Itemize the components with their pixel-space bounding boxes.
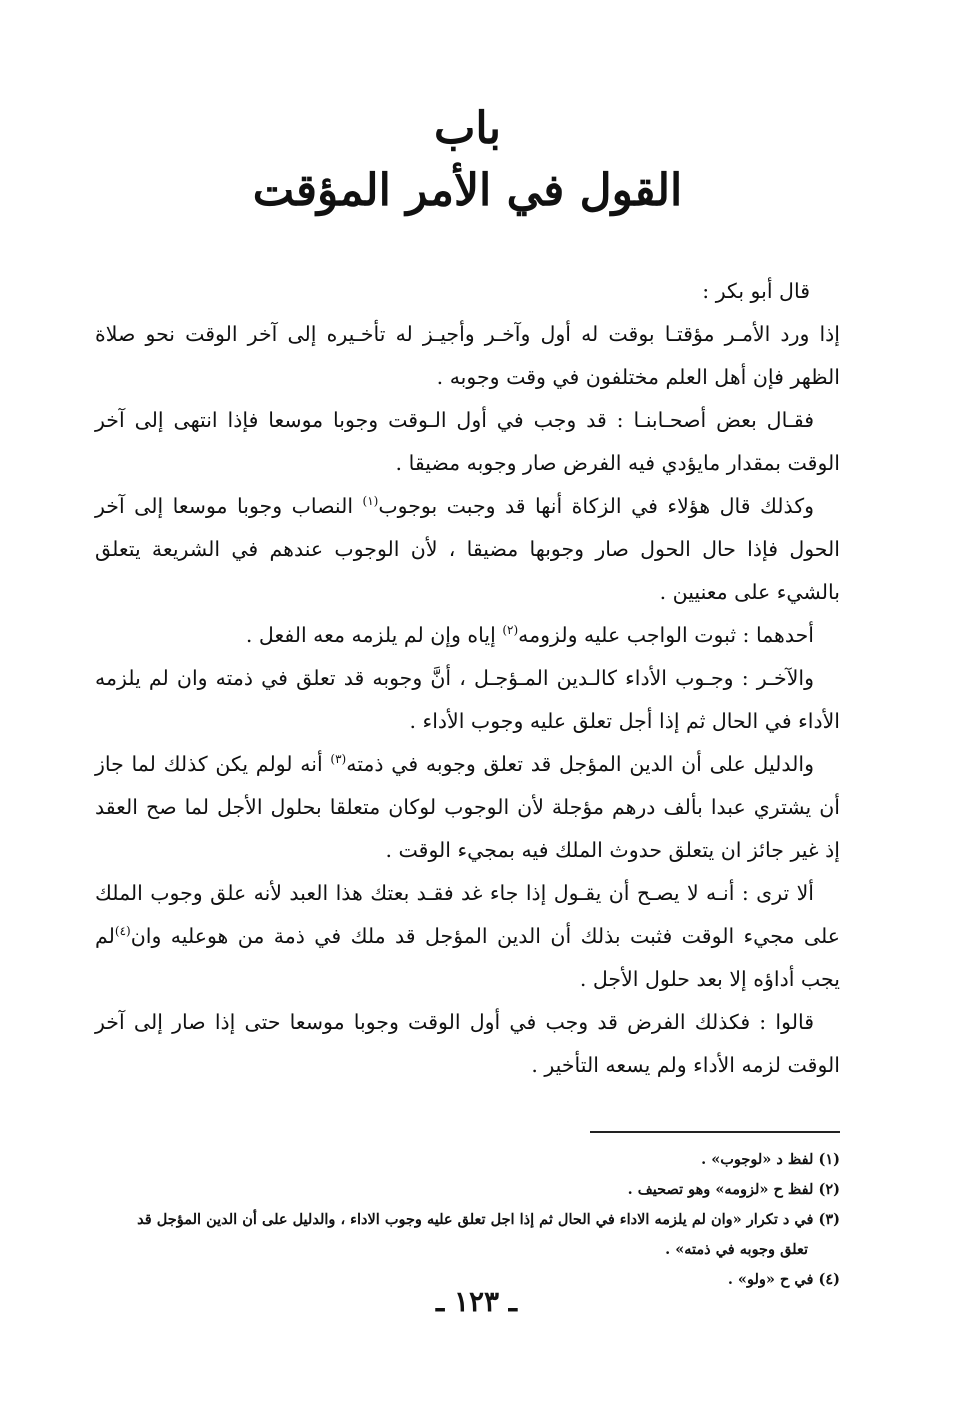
paragraph-text: والدليل على أن الدين المؤجل قد تعلق وجوبه في ذمته (346, 752, 814, 776)
paragraph-text: أنه لولم يكن كذلك لما جاز أن يشتري عبدا بألف درهم مؤجلة لأن الوجوب لوكان متعلقا بحلول الأجل لما صح العقد إذ غير جائز ان يتعلق حدوث الملك فيه بمجيء الوقت . (95, 752, 840, 862)
footnote: (٣) في د تكرار «وان لم يلزمه الاداء في الحال ثم إذا اجل تعلق عليه وجوب الاداء ، والدليل على أن الدين المؤجل قد (137, 1211, 840, 1228)
paragraph (95, 743, 840, 872)
footnote-ref: (٣) (330, 752, 347, 767)
paragraph: قالوا : فكذلك الفرض قد وجب في أول الوقت وجوبا موسعا حتى إذا صار إلى آخر الوقت لزمه الأداء ولم يسعه التأخير . (95, 1010, 840, 1077)
paragraph (95, 872, 840, 1001)
paragraph (95, 485, 840, 614)
paragraph: والآخـر : وجـوب الأداء كالـدين المـؤجـل ، أنَّ وجوبه قد تعلق في ذمته وان لم يلزمه الأداء في الحال ثم إذا أجل تعلق عليه وجوب الأداء . (95, 666, 840, 733)
chapter-label: باب (433, 103, 502, 154)
chapter-heading (95, 100, 840, 224)
footnote-ref: (٢) (502, 623, 519, 638)
footnote-continuation: تعلق وجوبه في ذمته» . (665, 1241, 808, 1258)
paragraph (95, 614, 840, 657)
footnote-ref: (٤) (114, 924, 131, 939)
body-text (95, 270, 840, 1087)
paragraph-text: لم يجب أداؤه إلا بعد حلول الأجل . (95, 924, 840, 991)
paragraph-text: ألا ترى : أنـه لا يصـح أن يقـول إذا جاء غد فقـد بعتك هذا العبد لأنه علق وجوب الملك على مجيء الوقت فثبت بذلك أن الدين المؤجل قد ملك في ذمة من هوعليه وان (95, 881, 840, 948)
paragraph: إذا ورد الأمـر مؤقتـا بوقت له أول وآخـر وأجيـز له تأخـيره إلى آخر الوقت نحو صلاة الظهر فإن أهل العلم مختلفون في وقت وجوبه . (95, 322, 840, 389)
footnote: (٢) لفظ ح «لزومه» وهو تصحيف . (627, 1181, 840, 1198)
paragraph-text: وكذلك قال هؤلاء في الزكاة أنها قد وجبت بوجوب (378, 494, 814, 518)
footnote: (٤) في ح «ولو» . (727, 1271, 840, 1288)
footnote-divider (590, 1131, 840, 1133)
paragraph-text: إياه وإن لم يلزمه معه الفعل . (245, 623, 503, 647)
page-number: ـ ١٢٣ ـ (435, 1285, 518, 1318)
paragraph: فقـال بعض أصحـابنـا : قد وجب في أول الـوقت وجوبا موسعا فإذا انتهى إلى آخر الوقت بمقدار مايؤدي فيه الفرض صار وجوبه مضيقا . (95, 408, 840, 475)
paragraph-text: النصاب وجوبا موسعا إلى آخر الحول فإذا حال الحول صار وجوبها مضيقا ، لأن الوجوب عندهم في الشريعة يتعلق بالشيء على معنيين . (95, 494, 840, 604)
footnote-ref: (١) (362, 494, 379, 509)
footnotes (95, 1145, 840, 1295)
footnote: (١) لفظ د «لوجوب» . (701, 1151, 840, 1168)
paragraph-speaker: قال أبو بكر : (702, 279, 810, 303)
paragraph-text: أحدهما : ثبوت الواجب عليه ولزومه (518, 623, 814, 647)
chapter-title: القول في الأمر المؤقت (252, 165, 683, 216)
page-content (95, 100, 840, 1295)
